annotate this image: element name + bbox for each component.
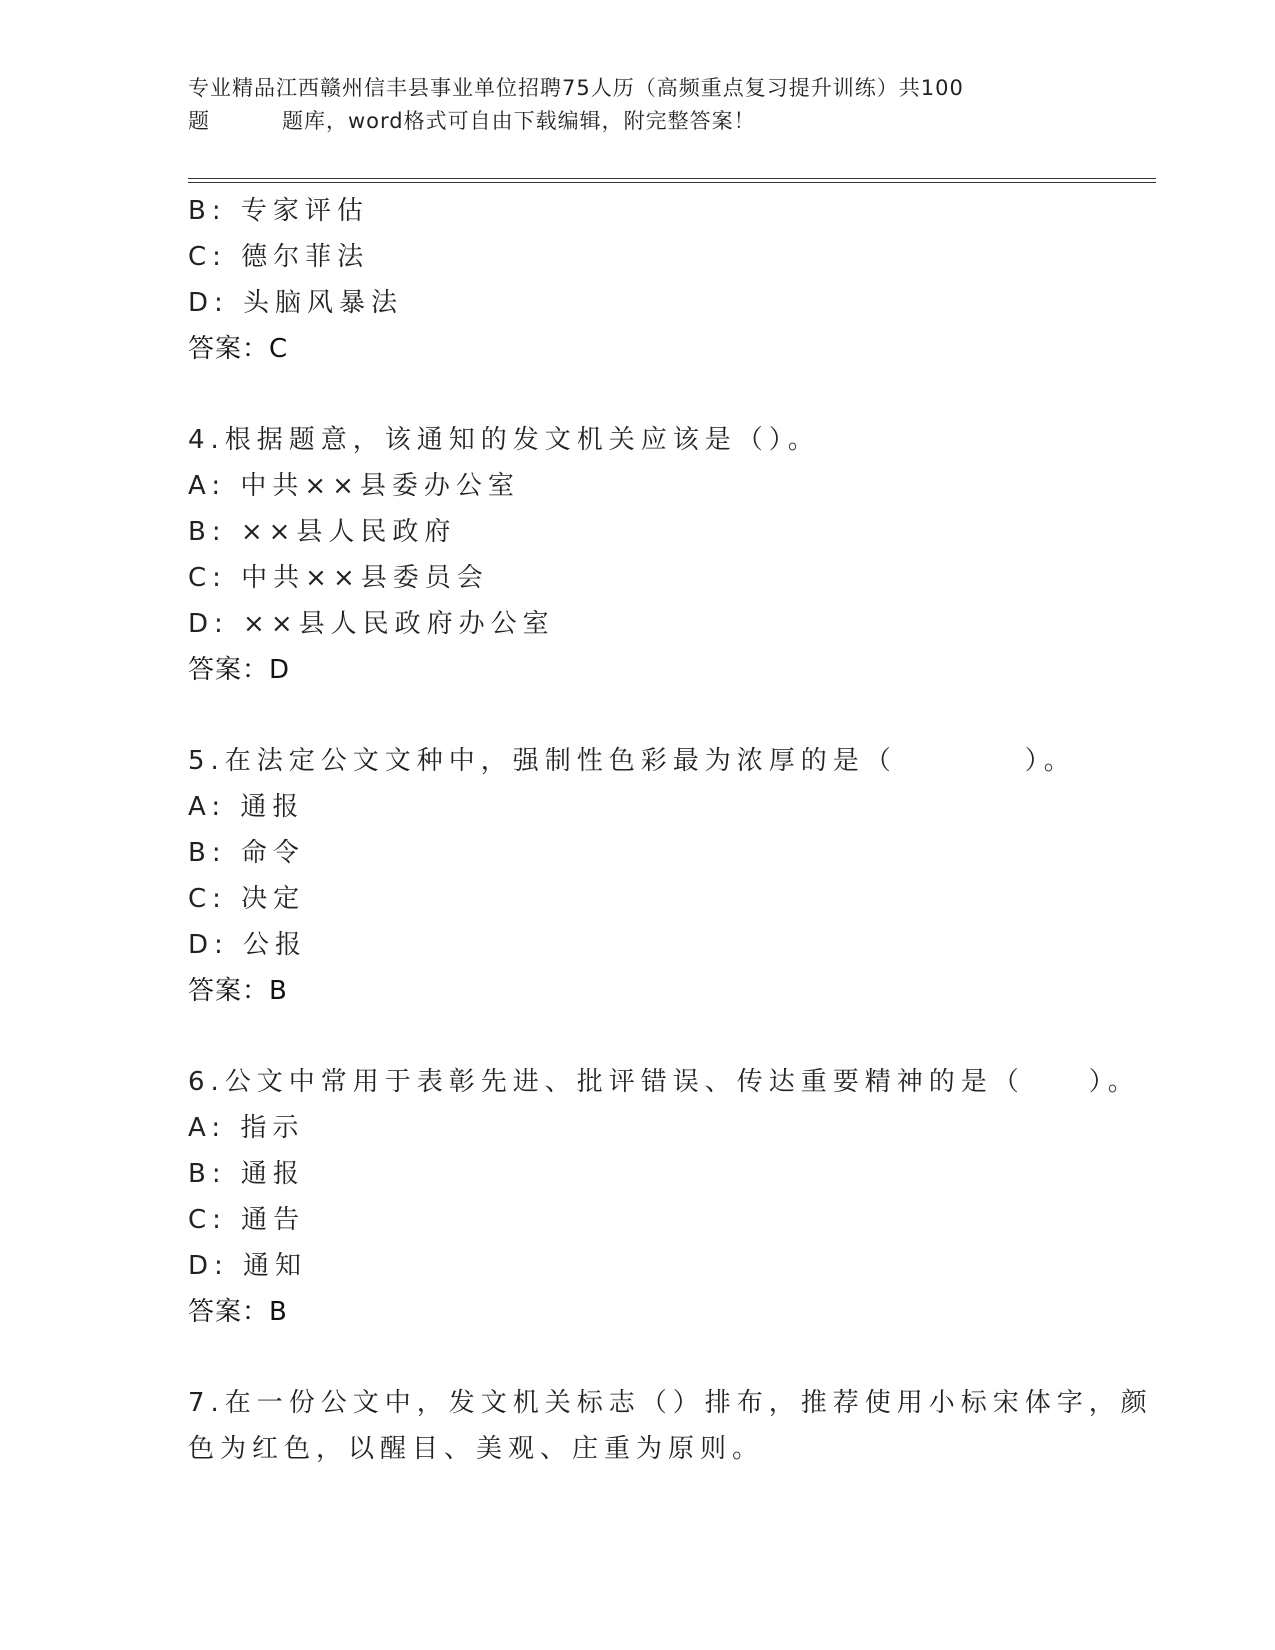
option-c: C: 德尔菲法 xyxy=(188,242,370,272)
option-c: C: 通告 xyxy=(188,1205,306,1235)
question-7 xyxy=(188,1380,1153,1472)
answer: 答案：D xyxy=(188,655,291,685)
question-list xyxy=(188,188,1153,1472)
answer: 答案：B xyxy=(188,976,288,1006)
question-5 xyxy=(188,738,1088,1014)
option-c: C: 中共××县委员会 xyxy=(188,563,489,593)
answer: 答案：B xyxy=(188,1297,288,1327)
question-text: 5.在法定公文文种中，强制性色彩最为浓厚的是（ ）。 xyxy=(188,746,1076,776)
question-text: 6.公文中常用于表彰先进、批评错误、传达重要精神的是（ ）。 xyxy=(188,1067,1140,1097)
option-b: B: ××县人民政府 xyxy=(188,517,457,547)
header-subtitle: 题库，word格式可自由下载编辑，附完整答案！ xyxy=(282,109,756,133)
question-text: 4.根据题意，该通知的发文机关应该是（）。 xyxy=(188,425,820,455)
option-b: B: 命令 xyxy=(188,838,305,868)
header-divider-bottom xyxy=(188,182,1156,183)
option-a: A: 中共××县委办公室 xyxy=(188,471,520,501)
option-a: A: 通报 xyxy=(188,792,305,822)
option-d: D: 通知 xyxy=(188,1251,308,1281)
question-4 xyxy=(188,417,1088,693)
option-d: D: 头脑风暴法 xyxy=(188,288,404,318)
option-b: B: 通报 xyxy=(188,1159,305,1189)
header-divider-top xyxy=(188,178,1156,179)
question-3 xyxy=(188,188,1088,372)
header-title-fragment: 题 xyxy=(188,109,210,133)
question-text-line2: 色为红色，以醒目、美观、庄重为原则。 xyxy=(188,1434,765,1464)
option-c: C: 决定 xyxy=(188,884,306,914)
question-6 xyxy=(188,1059,1140,1335)
question-text-line1: 7.在一份公文中，发文机关标志（）排布，推荐使用小标宋体字，颜 xyxy=(188,1388,1153,1418)
option-d: D: ××县人民政府办公室 xyxy=(188,609,555,639)
header-title-line1: 专业精品江西赣州信丰县事业单位招聘75人历（高频重点复习提升训练）共100 xyxy=(188,76,964,100)
header-title-line2 xyxy=(188,105,1068,138)
option-b: B: 专家评估 xyxy=(188,196,369,226)
answer: 答案：C xyxy=(188,334,289,364)
page-header xyxy=(188,72,1068,138)
option-d: D: 公报 xyxy=(188,930,308,960)
option-a: A: 指示 xyxy=(188,1113,305,1143)
